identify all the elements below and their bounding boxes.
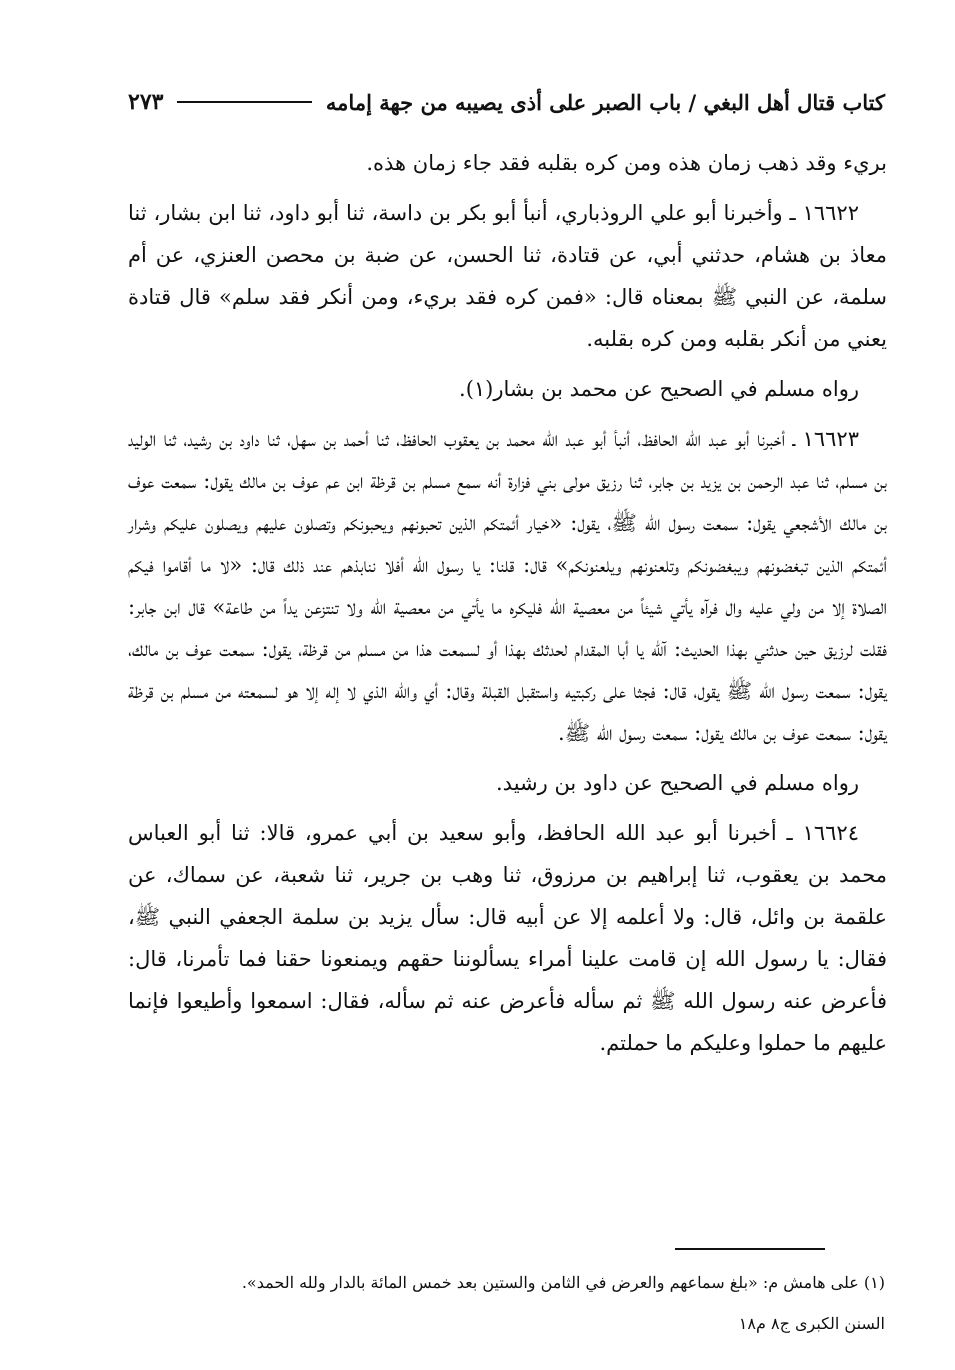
footnote: (١) على هامش م: «بلغ سماعهم والعرض في الثامن والستين بعد خمس المائة بالدار ولله الحمد». [241,1273,885,1292]
header-rule [177,101,311,103]
hadith-16622: ١٦٦٢٢ ـ وأخبرنا أبو علي الروذباري، أنبأ أبو بكر بن داسة، ثنا أبو داود، ثنا ابن بشار، ثنا معاذ بن هشام، حدثني أبي، عن قتادة، ثنا الحسن، عن ضبة بن محصن العنزي، عن أم سلمة، عن النبي ﷺ بمعناه قال: «فمن كره فقد بريء، ومن أنكر فقد سلم» قال قتادة يعني من أنكر بقلبه ومن كره بقلبه. [128,201,887,351]
riwaya-note: رواه مسلم في الصحيح عن داود بن رشيد. [496,771,859,795]
paragraph-continuation: بريء وقد ذهب زمان هذه ومن كره بقلبه فقد جاء زمان هذه. [366,151,887,175]
signature-mark: السنن الكبرى ج٨ م١٨ [738,1314,885,1333]
hadith-16624: ١٦٦٢٤ ـ أخبرنا أبو عبد الله الحافظ، وأبو سعيد بن أبي عمرو، قالا: ثنا أبو العباس محمد بن يعقوب، ثنا إبراهيم بن مرزوق، ثنا وهب بن جرير، ثنا شعبة، عن سماك، عن علقمة بن وائل، قال: ولا أعلمه إلا عن أبيه قال: سأل يزيد بن سلمة الجعفي النبي ﷺ، فقال: يا رسول الله إن قامت علينا أمراء يسألوننا حقهم ويمنعونا حقنا فما تأمرنا، قال: فأعرض عنه رسول الله ﷺ ثم سأله فأعرض عنه ثم سأله، فقال: اسمعوا وأطيعوا فإنما عليهم ما حملوا وعليكم ما حملتم. [128,821,887,1055]
hadith-16623: ١٦٦٢٣ ـ أخبرنا أبو عبد الله الحافظ، أنبأ أبو عبد الله محمد بن يعقوب الحافظ، ثنا أحمد بن سهل، ثنا داود بن رشيد، ثنا الوليد بن مسلم، ثنا عبد الرحمن بن يزيد بن جابر، ثنا رزيق مولى بني فزارة أنه سمع مسلم بن قرظة ابن عم عوف بن مالك يقول: سمعت عوف بن مالك الأشجعي يقول: سمعت رسول الله ﷺ، يقول: «خيار أئمتكم الذين تحبونهم ويحبونكم وتصلون عليهم ويصلون عليكم وشرار أئمتكم الذين تبغضونهم ويبغضونكم وتلعنونهم ويلعنونكم» قال: قلنا: يا رسول الله أفلا ننابذهم عند ذلك قال: «لا ما أقاموا فيكم الصلاة إلا من ولي عليه وال فرآه يأتي شيئاً من معصية الله فليكره ما يأتي من معصية الله ولا تنتزعن يداً من طاعة» قال ابن جابر: فقلت لرزيق حين حدثني بهذا الحديث: آلله يا أبا المقدام لحدثك بهذا أو لسمعت هذا من مسلم من قرظة، يقول: سمعت عوف بن مالك، يقول: سمعت رسول الله ﷺ يقول، قال: فجثا على ركبتيه واستقبل القبلة وقال: أي والله الذي لا إله إلا هو لسمعته من مسلم بن قرظة يقول: سمعت عوف بن مالك يقول: سمعت رسول الله ﷺ. [128,427,887,745]
chapter-title: كتاب قتال أهل البغي / باب الصبر على أذى يصيبه من جهة إمامه [325,89,885,115]
page-number: ٢٧٣ [128,89,164,115]
riwaya-note: رواه مسلم في الصحيح عن محمد بن بشار(١). [459,377,859,401]
running-header [128,84,885,120]
footnote-divider [675,1248,825,1250]
main-text [128,142,887,1072]
